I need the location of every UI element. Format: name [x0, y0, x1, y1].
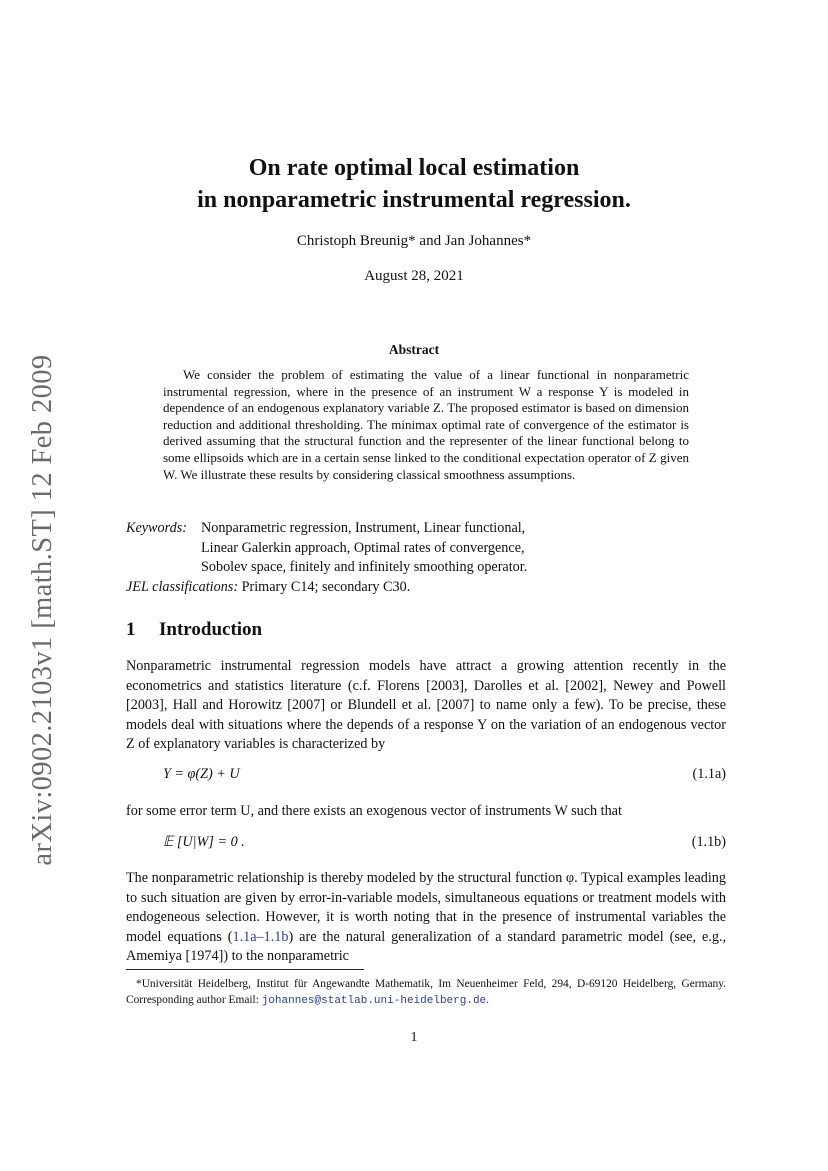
jel-label: JEL classifications: [126, 578, 239, 595]
title-line-1: On rate optimal local estimation [248, 155, 580, 181]
intro-paragraph-3 [126, 869, 726, 967]
intro-paragraph-1: Nonparametric instrumental regression models have attract a growing attention recently in the econometrics and statistics literature (c.f. Florens [2003], Darolles et al. [2002], Newey and Powell [2003], Hall and Horowitz [2007] or Blundell et al. [2007] to name only a few). To be precise, these models deal with situations where the depends of a response Y on the variation of an endogenous vector Z of explanatory variables is characterized by [126, 658, 726, 753]
paragraph-text: ) are the natural generalization of a standard parametric model (see, e.g., Amemiya [1974]) to the nonparametric [126, 928, 727, 965]
keywords-block [126, 519, 726, 597]
title-line-2: in nonparametric instrumental regression. [197, 187, 631, 213]
keywords-line: Sobolev space, finitely and infinitely smoothing operator. [201, 559, 528, 575]
arxiv-identifier: arXiv:0902.2103v1 [math.ST] 12 Feb 2009 [27, 354, 58, 866]
section-number: 1 [126, 619, 136, 640]
equation-label: (1.1b) [691, 834, 726, 850]
keywords-row-2 [126, 539, 726, 559]
keywords-line: Nonparametric regression, Instrument, Linear functional, [201, 520, 526, 536]
footnote-text: *Universität Heidelberg, Institut für Angewandte Mathematik, Im Neuenheimer Feld, 294, D-69120 Heidelberg, Germany. Corresponding author Email: [126, 978, 726, 1006]
keywords-row-1 [126, 519, 726, 539]
page-number: 1 [410, 1030, 418, 1045]
keywords-line: Linear Galerkin approach, Optimal rates of convergence, [201, 539, 525, 556]
equation-reference-link[interactable]: 1.1a–1.1b [232, 928, 289, 945]
footnote-rule [126, 969, 364, 970]
keywords-label: Keywords: [126, 520, 187, 536]
equation-1-1b [163, 834, 726, 851]
footnote-end: . [486, 994, 490, 1006]
abstract-body: We consider the problem of estimating the value of a linear functional in nonparametric instrumental regression, where in the presence of an instrument W a response Y is modeled in dependence of an endogenous explanatory variable Z. The proposed estimator is based on dimension reduction and additional thresholding. The minimax optimal rate of convergence of the estimator is derived assuming that the structural function and the representer of the linear functional belong to some ellipsoids which are in a certain sense linked to the conditional expectation operator of Z given W. We illustrate these results by considering classical smoothness assumptions. [163, 367, 689, 482]
jel-value: Primary C14; secondary C30. [241, 578, 411, 595]
keywords-row-3 [126, 558, 726, 578]
authors: Christoph Breunig* and Jan Johannes* [296, 233, 532, 249]
arxiv-side-stamp [20, 354, 66, 866]
equation-1-1a [163, 766, 726, 783]
equation-label: (1.1a) [692, 766, 726, 782]
section-title: Introduction [159, 619, 263, 640]
email-link[interactable]: johannes@statlab.uni-heidelberg.de [261, 995, 487, 1007]
equation-expression: Y = φ(Z) + U [163, 766, 240, 782]
date: August 28, 2021 [364, 268, 464, 284]
section-heading [126, 619, 262, 641]
paragraph-text: The nonparametric relationship is thereby modeled by the structural function φ. Typical examples leading to such situation are given by error-in-variable models, simultaneous equations or treatment models with endogeneous selection. However, it is worth noting that in the presence of instrumental variables the model equations ( [126, 870, 726, 945]
equation-expression: 𝔼 [U|W] = 0 . [163, 834, 245, 850]
jel-row [126, 578, 726, 598]
intro-paragraph-2: for some error term U, and there exists an exogenous vector of instruments W such that [126, 803, 622, 819]
abstract-heading: Abstract [388, 342, 440, 357]
paper-title [0, 152, 828, 216]
footnote [126, 976, 726, 1009]
